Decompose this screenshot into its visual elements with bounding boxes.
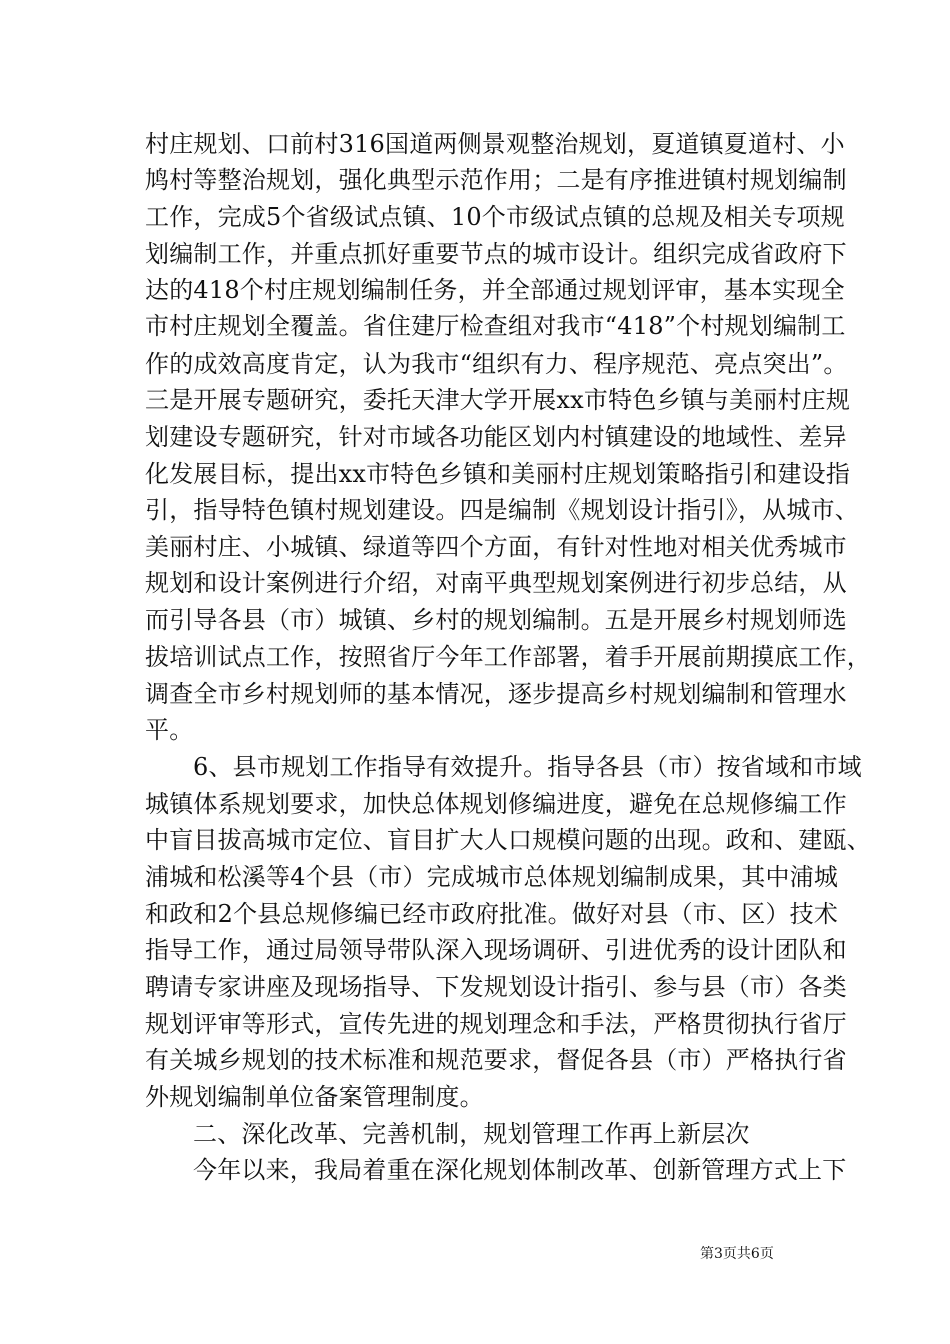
body-line-14: 而引导各县（市）城镇、乡村的规划编制。五是开展乡村规划师选 — [145, 606, 847, 634]
body-line-17: 平。 — [145, 716, 194, 744]
section-6-heading-line: 6、县市规划工作指导有效提升。指导各县（市）按省域和市域 — [193, 753, 862, 781]
body-line-5: 达的418个村庄规划编制任务，并全部通过规划评审，基本实现全 — [145, 276, 845, 304]
body-line-11: 引，指导特色镇村规划建设。四是编制《规划设计指引》，从城市、 — [145, 496, 859, 524]
body-line-24: 聘请专家讲座及现场指导、下发规划设计指引、参与县（市）各类 — [145, 973, 847, 1001]
body-line-12: 美丽村庄、小城镇、绿道等四个方面，有针对性地对相关优秀城市 — [145, 533, 847, 561]
body-line-19: 城镇体系规划要求，加快总体规划修编进度，避免在总规修编工作 — [145, 790, 847, 818]
body-line-10: 化发展目标，提出xx市特色乡镇和美丽村庄规划策略指引和建设指 — [145, 460, 851, 488]
body-line-27: 外规划编制单位备案管理制度。 — [145, 1083, 484, 1111]
body-line-4: 划编制工作，并重点抓好重要节点的城市设计。组织完成省政府下 — [145, 240, 847, 268]
body-line-2: 鸠村等整治规划，强化典型示范作用；二是有序推进镇村规划编制 — [145, 166, 847, 194]
body-line-13: 规划和设计案例进行介绍，对南平典型规划案例进行初步总结，从 — [145, 569, 847, 597]
body-line-8: 三是开展专题研究，委托天津大学开展xx市特色乡镇与美丽村庄规 — [145, 386, 851, 414]
body-line-21: 浦城和松溪等4个县（市）完成城市总体规划编制成果，其中浦城 — [145, 863, 839, 891]
body-line-3: 工作，完成5个省级试点镇、10个市级试点镇的总规及相关专项规 — [145, 203, 845, 231]
body-line-1: 村庄规划、口前村316国道两侧景观整治规划，夏道镇夏道村、小 — [145, 130, 845, 158]
body-line-9: 划建设专题研究，针对市域各功能区划内村镇建设的地域性、差异 — [145, 423, 847, 451]
body-line-23: 指导工作，通过局领导带队深入现场调研、引进优秀的设计团队和 — [145, 936, 847, 964]
page-number: 第3页共6页 — [700, 1246, 774, 1262]
body-line-15: 拔培训试点工作，按照省厅今年工作部署，着手开展前期摸底工作， — [145, 643, 871, 671]
body-line-6: 市村庄规划全覆盖。省住建厅检查组对我市“418”个村规划编制工 — [145, 312, 846, 340]
body-line-7: 作的成效高度肯定，认为我市“组织有力、程序规范、亮点突出”。 — [145, 350, 848, 378]
section-2-heading: 二、深化改革、完善机制，规划管理工作再上新层次 — [193, 1120, 750, 1148]
body-line-26: 有关城乡规划的技术标准和规范要求，督促各县（市）严格执行省 — [145, 1046, 847, 1074]
body-line-29: 今年以来，我局着重在深化规划体制改革、创新管理方式上下 — [193, 1156, 847, 1184]
body-line-20: 中盲目拔高城市定位、盲目扩大人口规模问题的出现。政和、建瓯、 — [145, 826, 871, 854]
body-line-16: 调查全市乡村规划师的基本情况，逐步提高乡村规划编制和管理水 — [145, 680, 847, 708]
body-line-25: 规划评审等形式，宣传先进的规划理念和手法，严格贯彻执行省厅 — [145, 1010, 847, 1038]
body-line-22: 和政和2个县总规修编已经市政府批准。做好对县（市、区）技术 — [145, 900, 839, 928]
